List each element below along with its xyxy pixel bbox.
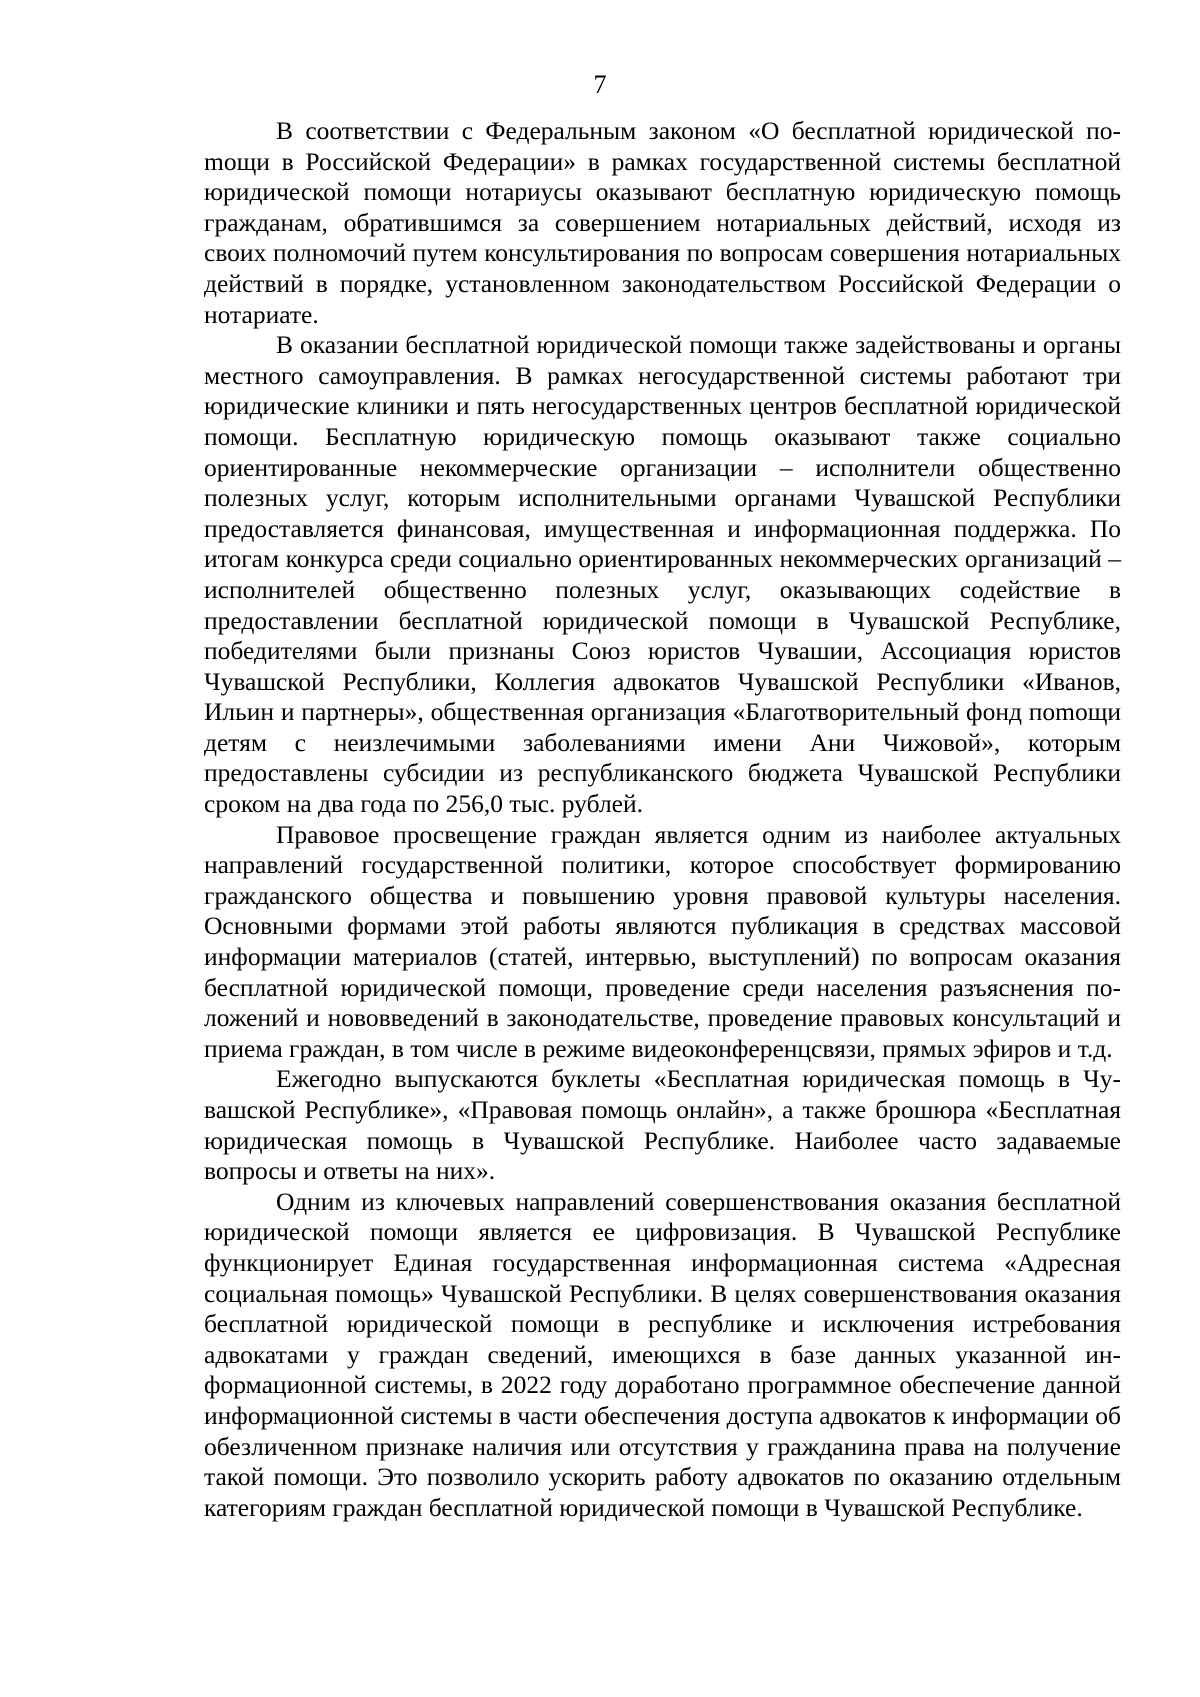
paragraph-local-government: В оказании бесплатной юридической помощи также задействованы и органы местного самоуправления. В рамках негосударственной системы работают три юридические клиники и пять негосударственных центров бесплатной юридической помощи. Бесплатную юридическую помощь оказывают также социально ориентированные некоммерческие организации – исполнители общественно полезных услуг, которым исполнительными органами Чувашской Республики предоставляется финансовая, имущественная и информационная поддержка. По итогам конкурса среди социально ориентированных некоммерческих организаций – исполнителей общественно полезных услуг, оказывающих содействие в предоставлении бесплатной юридической помощи в Чувашской Республике, победителями были признаны Союз юристов Чувашии, Ассоциация юристов Чувашской Республики, Коллегия адвокатов Чувашской Республики «Иванов, Ильин и партнеры», общественная организация «Благотворительный фонд поmощи детям с неизлечимыми заболеваниями имени Ани Чижовой», которым предоставлены субсидии из республиканского бюджета Чувашской Республики сроком на два года по 256,0 тыс. рублей. — [204, 330, 1121, 819]
paragraph-notaries: В соответствии с Федеральным законом «О бесплатной юридической поmощи в Российской Федерации» в рамках государственной системы бесплатной юридической помощи нотариусы оказывают бесплатную юридическую помощь гражданам, обратившимся за совершением нотариальных действий, исходя из своих полномочий путем консультирования по вопросам совершения нотариальных действий в порядке, установленном законодательством Российской Федерации о нотариате. — [204, 116, 1121, 329]
paragraph-legal-education: Правовое просвещение граждан является одним из наиболее актуальных направлений государственной политики, которое способствует формированию гражданского общества и повышению уровня правовой культуры населения. Основными формами этой работы являются публикация в средствах массовой информации материалов (статей, интервью, выступлений) по вопросам оказания бесплатной юридической помощи, проведение среди населения разъяснения положений и нововведений в законодательстве, проведение правовых консультаций и приема граждан, в том числе в режиме видеоконференцсвязи, прямых эфиров и т.д. — [204, 819, 1121, 1063]
page-number: 7 — [593, 70, 607, 99]
paragraph-booklets: Ежегодно выпускаются буклеты «Бесплатная юридическая помощь в Чувашской Республике», «Правовая помощь онлайн», а также брошюра «Бесплатная юридическая помощь в Чувашской Республике. Наиболее часто задаваемые вопросы и ответы на них». — [204, 1064, 1121, 1186]
document-body — [204, 116, 1121, 1523]
paragraph-digitalization: Одним из ключевых направлений совершенствования оказания бесплатной юридической помощи является ее цифровизация. В Чувашской Республике функционирует Единая государственная информационная система «Адресная социальная помощь» Чувашской Республики. В целях совершенствования оказания бесплатной юридической помощи в республике и исключения истребования адвокатами у граждан сведений, имеющихся в базе данных указанной информационной системы, в 2022 году доработано программное обеспечение данной информационной системы в части обеспечения доступа адвокатов к информации об обезличенном признаке наличия или отсутствия у гражданина права на получение такой помощи. Это позволило ускорить работу адвокатов по оказанию отдельным категориям граждан бесплатной юридической помощи в Чувашской Республике. — [204, 1186, 1121, 1522]
